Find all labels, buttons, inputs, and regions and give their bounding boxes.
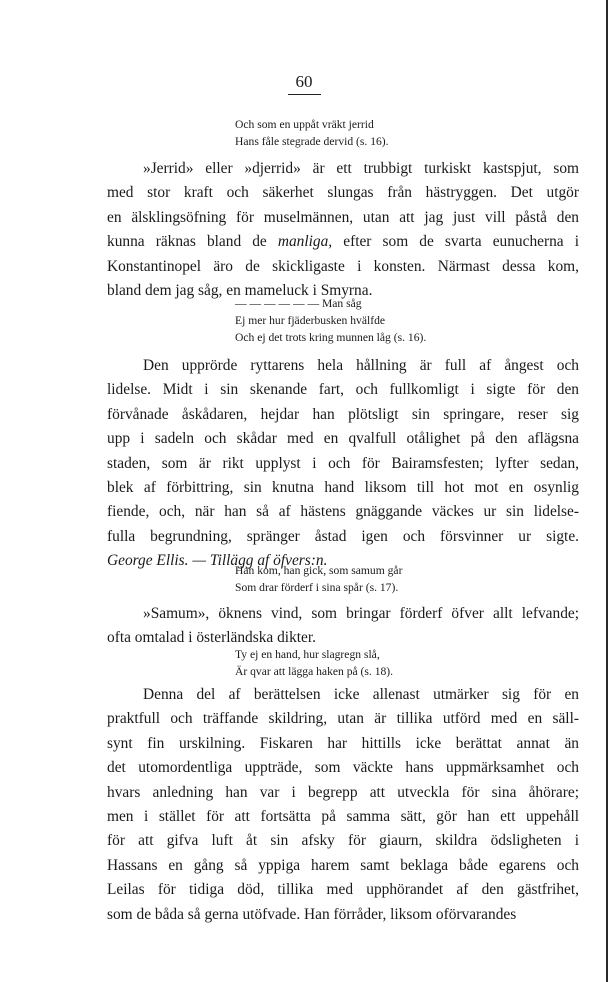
text-line: upp i sadeln och skådar med en qvalfull otålighet på den aflägsna xyxy=(107,430,579,448)
verse-quote-4 xyxy=(235,646,393,680)
paragraph-2 xyxy=(107,354,579,574)
verse-line: Är qvar att lägga haken på (s. 18). xyxy=(235,665,394,678)
text-line: praktfull och träffande skildring, utan är tillika utförd med en säll- xyxy=(107,710,579,728)
verse-quote-2 xyxy=(235,295,426,346)
text-line: med stor kraft och säkerhet slungas från hästryggen. Det utgör xyxy=(107,184,579,202)
text-line: fiende, och, när han så af hästens gnäggande väckes ur sin lidelse- xyxy=(107,503,579,521)
verse-line: Ej mer hur fjäderbusken hvälfde xyxy=(235,314,386,327)
text-line: bland dem jag såg, en mameluck i Smyrna. xyxy=(107,281,373,299)
text-line: ofta omtalad i österländska dikter. xyxy=(107,629,316,647)
text-line: hvars anledning han var i begrepp att utveckla för sina åhörare; xyxy=(107,783,579,801)
text-line: lidelse. Midt i sin skenande fart, och fullkomligt i sigte för den xyxy=(107,381,579,399)
text-line: Konstantinopel äro de skickligaste i konsten. Närmast dessa kom, xyxy=(107,257,579,275)
emphasis: manliga, xyxy=(277,233,333,251)
verse-line: Och som en uppåt vräkt jerrid xyxy=(235,118,374,131)
text-line: »Samum», öknens vind, som bringar förderf öfver allt lefvande; xyxy=(143,605,579,622)
paragraph-3 xyxy=(107,602,579,651)
text-line: Denna del af berättelsen icke allenast utmärker sig för en xyxy=(143,686,579,703)
paragraph-1 xyxy=(107,157,579,303)
page-number: 60 xyxy=(0,72,608,95)
verse-line: Ty ej en hand, hur slagregn slå, xyxy=(235,648,380,661)
attribution-line: George Ellis. — Tillägg af öfvers:n. xyxy=(107,552,328,570)
text-line: staden, som är rikt upplyst i och för Bairamsfesten; lyfter sedan, xyxy=(107,454,579,472)
verse-line: — — — — — — Man såg xyxy=(235,297,362,310)
text-line: Den upprörde ryttarens hela hållning är full af ångest och xyxy=(143,357,579,374)
text-line: det utomordentliga uppträde, som väckte hans uppmärksamhet och xyxy=(107,759,579,777)
verse-line: Hans fåle stegrade dervid (s. 16). xyxy=(235,135,389,148)
verse-line: Som drar förderf i sina spår (s. 17). xyxy=(235,581,399,594)
text-line: som de båda så gerna utöfvade. Han förråder, liksom oförvarandes xyxy=(107,905,517,923)
text-line: fulla begrundning, spränger åstad igen och försvinner ur sigte. xyxy=(107,527,579,545)
text-line: kunna räknas bland de manliga, efter som de svarta eunucherna i xyxy=(107,233,579,251)
text-line: synt fin urskilning. Fiskaren har hittills icke berättat annat än xyxy=(107,734,579,752)
verse-line: Och ej det trots kring munnen låg (s. 16). xyxy=(235,331,427,344)
text-line: men i stället för att fortsätta på samma sätt, gör han ett uppehåll xyxy=(107,807,579,825)
verse-quote-3 xyxy=(235,562,402,596)
paragraph-4 xyxy=(107,683,579,927)
text-line: en älsklingsöfning för muselmännen, utan att jag just vill påstå den xyxy=(107,208,579,226)
text-line: blek af förbittring, sin knutna hand liksom till hot mot en osynlig xyxy=(107,478,579,496)
text-line: för att gifva luft åt sin afsky för giaurn, skildra ödsligheten i xyxy=(107,832,579,850)
verse-quote-1 xyxy=(235,116,389,150)
text-line: förvånade åskådaren, hejdar han plötsligt sin springare, reser sig xyxy=(107,405,579,423)
text-line: Hassans en gång så yppiga harem samt beklaga både egarens och xyxy=(107,856,579,874)
text-line: Leilas för tidiga död, tillika med upphörandet af den gästfrihet, xyxy=(107,881,579,899)
verse-line: Han kom, han gick, som samum går xyxy=(235,564,403,577)
text-line: »Jerrid» eller »djerrid» är ett trubbigt turkiskt kastspjut, som xyxy=(143,160,579,177)
